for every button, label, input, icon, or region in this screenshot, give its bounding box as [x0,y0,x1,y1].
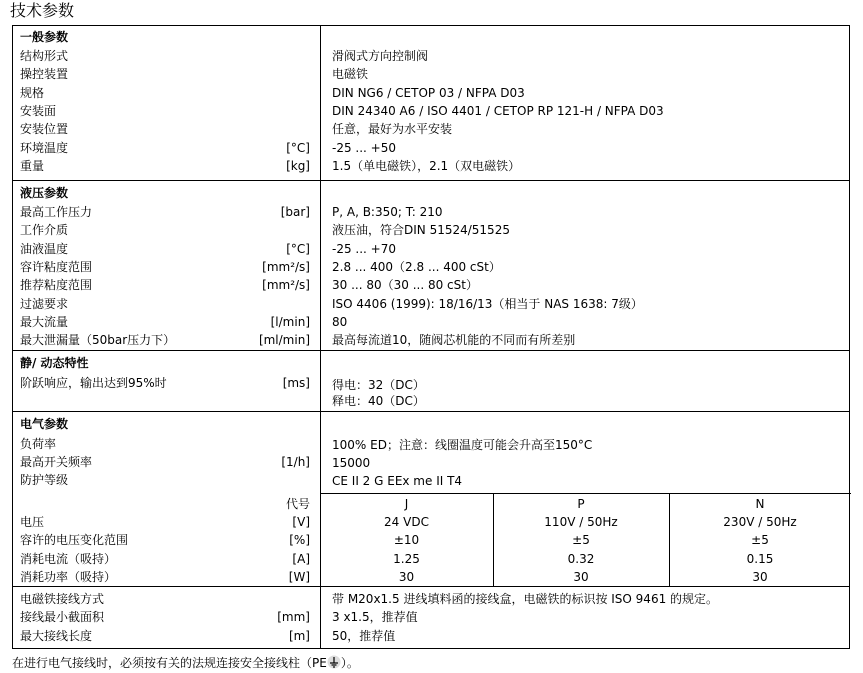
row-unit: [1/h] [281,455,310,469]
footnote [12,654,359,672]
matrix-cell: ±5 [572,533,590,548]
code-label: 代号 [285,497,310,511]
matrix-cell: ±5 [751,533,769,548]
matrix-cell: 0.15 [746,551,774,566]
row-unit: [m] [288,628,310,643]
column-code-n: N [755,497,765,511]
row-value: 15000 [332,456,371,470]
row-unit: [°C] [286,241,310,256]
dynamic-unit: [ms] [282,376,310,390]
row-value: 滑阀式方向控制阀 [332,49,429,63]
row-value: -25 ... +50 [332,140,396,155]
row-value: 液压油，符合DIN 51524/51525 [332,223,510,238]
row-label: 最高开关频率 [20,455,93,469]
row-value: 最高每流道10，随阀芯机能的不同而有所差别 [332,333,576,348]
matrix-cell: 30 [573,569,589,584]
row-value: ISO 4406 (1999): 18/16/13（相当于 NAS 1638: 7级） [332,296,643,311]
ground-icon [327,655,341,669]
row-label: 结构形式 [20,49,69,63]
dynamic-value-off: 释电：40（DC） [332,394,425,408]
row-label: 油液温度 [20,241,69,256]
footnote-text-after: ）。 [340,656,359,670]
row-value: 50，推荐值 [332,628,396,643]
matrix-row-unit: [A] [292,551,310,566]
row-label: 最大接线长度 [20,628,93,643]
row-unit: [mm²/s] [262,259,310,274]
row-label: 工作介质 [20,223,69,238]
row-value: 任意，最好为水平安装 [332,122,453,137]
row-value: CE II 2 G EEx me II T4 [332,474,463,488]
section-divider [13,411,849,412]
dynamic-value-on: 得电：32（DC） [332,378,425,392]
matrix-row-label: 电压 [20,515,45,529]
row-label: 操控装置 [20,67,69,82]
row-value: 1.5（单电磁铁），2.1（双电磁铁） [332,158,521,173]
row-label: 推荐粘度范围 [20,278,93,293]
row-label: 电磁铁接线方式 [20,592,105,606]
dynamic-label: 阶跃响应，输出达到95%时 [20,376,167,390]
row-label: 安装位置 [20,122,69,137]
section-divider [13,350,849,351]
subtable-top-border [320,493,851,494]
matrix-row-label: 容许的电压变化范围 [20,533,129,548]
column-code-j: J [404,497,409,511]
row-unit: [mm] [277,610,310,625]
row-unit: [ml/min] [258,333,310,348]
row-value: 2.8 ... 400（2.8 ... 400 cSt） [332,259,501,274]
footnote-text-before: 在进行电气接线时，必须按有关的法规连接安全接线柱（PE [12,656,327,670]
row-label: 环境温度 [20,140,69,155]
matrix-row-unit: [V] [292,515,310,529]
row-label: 规格 [20,85,45,100]
section-divider [13,180,849,181]
row-value: 电磁铁 [332,67,369,82]
row-value: P, A, B:350; T: 210 [332,205,443,219]
row-label: 防护等级 [20,473,69,487]
row-label: 容许粘度范围 [20,259,93,274]
hydraulic-header: 液压参数 [20,186,69,200]
matrix-cell: 230V / 50Hz [723,515,797,529]
dynamic-header: 静/ 动态特性 [20,356,89,370]
matrix-cell: 30 [398,569,415,584]
matrix-cell: 30 [752,569,768,584]
row-value: 30 ... 80（30 ... 80 cSt） [332,278,478,293]
matrix-row-unit: [%] [289,533,310,548]
matrix-cell: ±10 [393,533,420,548]
row-unit: [bar] [280,205,310,219]
matrix-row-unit: [W] [288,569,310,584]
row-value: -25 ... +70 [332,241,396,256]
row-unit: [l/min] [270,314,310,329]
row-value: DIN NG6 / CETOP 03 / NFPA D03 [332,85,525,100]
row-value: 3 x1.5，推荐值 [332,610,418,625]
matrix-cell: 24 VDC [384,515,429,529]
matrix-row-label: 消耗功率（吸持） [20,569,117,584]
row-label: 最大泄漏量（50bar压力下） [20,333,176,348]
row-label: 重量 [20,158,45,173]
row-label: 安装面 [20,103,57,118]
matrix-cell: 1.25 [393,551,420,566]
matrix-cell: 0.32 [567,551,595,566]
spec-table [12,25,850,649]
row-unit: [°C] [286,140,310,155]
general-header: 一般参数 [20,30,69,44]
column-code-p: P [577,497,585,511]
row-unit: [mm²/s] [262,278,310,293]
electrical-header: 电气参数 [20,417,69,431]
row-value: DIN 24340 A6 / ISO 4401 / CETOP RP 121-H / NFPA D03 [332,103,664,118]
row-value: 80 [332,314,348,329]
section-divider [13,586,849,587]
row-label: 负荷率 [20,437,57,451]
row-label: 过滤要求 [20,296,69,311]
page-title: 技术参数 [10,1,75,20]
row-value: 100% ED；注意：线圈温度可能会升高至150°C [332,438,593,452]
row-unit: [kg] [286,158,310,173]
row-value: 带 M20x1.5 进线填料函的接线盒，电磁铁的标识按 ISO 9461 的规定。 [332,592,719,606]
matrix-cell: 110V / 50Hz [544,515,618,529]
matrix-row-label: 消耗电流（吸持） [20,551,117,566]
row-label: 最大流量 [20,314,69,329]
row-label: 接线最小截面积 [20,610,105,625]
row-label: 最高工作压力 [20,205,93,219]
